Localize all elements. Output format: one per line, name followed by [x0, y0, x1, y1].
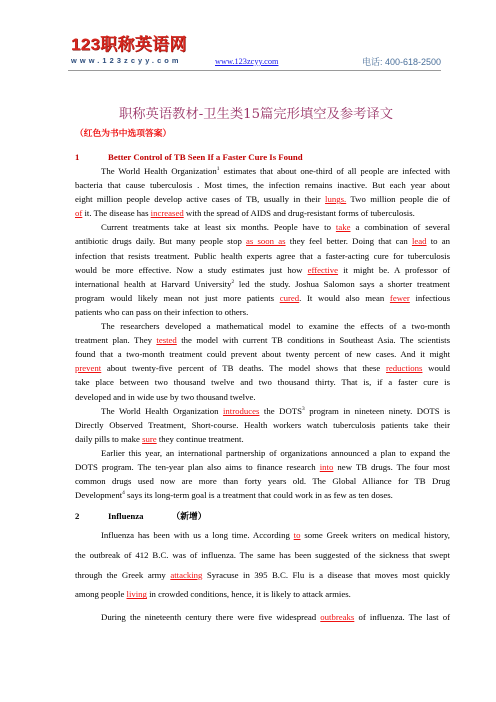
- text-run: take place between two thousand twelve and two thousand thirty. That is, if a faster cure is: [75, 377, 450, 388]
- site-link[interactable]: www.123zcyy.com: [215, 57, 279, 66]
- text-run: . It would also mean: [299, 292, 390, 303]
- text-run: Earlier this year, an international partnership of organizations announced a plan to expand the: [101, 447, 450, 458]
- text-run: in crowded conditions, hence, it is likely to attack armies.: [146, 589, 351, 600]
- answer-word: lead: [411, 236, 427, 247]
- paragraph: [75, 319, 450, 404]
- text-run: would: [422, 363, 451, 374]
- text-line: [75, 375, 450, 389]
- section-influenza: [75, 506, 450, 628]
- section-heading: [75, 150, 450, 164]
- text-run: some Greek writers on medical history,: [300, 530, 450, 540]
- text-run: Syracuse in 395 B.C. Flu is a disease that moves most quickly: [202, 569, 451, 580]
- text-run: a combination of several: [350, 222, 450, 233]
- text-line: [75, 460, 450, 474]
- text-run: would be more effective. Now a study estimates just how: [75, 264, 308, 275]
- text-line: [75, 546, 450, 566]
- answer-word: increased: [150, 208, 184, 219]
- text-line: [75, 361, 450, 375]
- answer-word: reductions: [386, 363, 423, 374]
- paragraph: [75, 164, 450, 220]
- text-line: [75, 164, 450, 178]
- logo-url: www.123zcyy.com: [71, 56, 182, 65]
- text-line: [75, 178, 450, 192]
- text-run: DOTS program. The ten-year plan also aims to finance research: [75, 461, 320, 472]
- answer-word: fewer: [389, 292, 410, 303]
- answer-word: of: [75, 208, 83, 219]
- text-line: [75, 263, 450, 277]
- text-line: [75, 234, 450, 248]
- text-line: [75, 446, 450, 460]
- text-run: they continue treatment.: [156, 433, 244, 444]
- footnote-marker: 3: [301, 405, 305, 412]
- text-line: [75, 333, 450, 347]
- paragraph: [75, 526, 450, 605]
- text-line: [75, 206, 450, 220]
- text-line: [75, 220, 450, 234]
- answer-note: （红色为书中选项答案）: [75, 128, 172, 138]
- text-run: Influenza has been with us a long time. According: [101, 530, 294, 540]
- header-divider: [68, 70, 441, 71]
- answer-word: tested: [156, 335, 177, 346]
- text-run: program would likely mean not just more patients: [75, 292, 280, 303]
- text-run: eight million people develop active cases of TB, usually in their: [75, 194, 326, 205]
- answer-word: to: [293, 530, 301, 540]
- text-run: patients who can pass on their infection to others.: [75, 306, 249, 317]
- answer-word: outbreaks: [320, 612, 355, 623]
- text-run: The World Health Organization: [101, 166, 217, 176]
- paragraph: [75, 220, 450, 319]
- text-line: [75, 305, 450, 319]
- section-number: 2: [75, 511, 80, 521]
- text-run: Development: [75, 490, 123, 501]
- answer-word: sure: [142, 433, 157, 444]
- text-run: led the study. Joshua Salomon says a shorter treatment: [234, 278, 450, 289]
- text-run: it might be. A professor of: [338, 264, 451, 275]
- text-line: [75, 192, 450, 206]
- text-line: [75, 249, 450, 263]
- answer-word: attacking: [170, 569, 203, 580]
- text-run: new TB drugs. The four most: [333, 461, 450, 472]
- text-run: to an: [426, 236, 450, 247]
- text-line: [75, 347, 450, 361]
- text-run: international health at Harvard University: [75, 278, 232, 289]
- text-run: estimates that about one-third of all people are infected with: [219, 166, 450, 176]
- text-line: [75, 277, 450, 291]
- text-run: common drugs used now are more than forty years old. The Global Alliance for TB Drug: [75, 476, 450, 487]
- text-run: developed and in wide use by two thousand twelve.: [75, 391, 256, 402]
- text-run: During the nineteenth century there were five widespread: [101, 612, 321, 623]
- text-run: Two million people die of: [346, 194, 450, 205]
- text-run: The researchers developed a mathematical model to examine the effects of a two-month: [101, 321, 450, 332]
- section-title: Better Control of TB Seen If a Faster Cure Is Found: [108, 152, 303, 162]
- text-run: antibiotic drugs daily. But many people stop: [75, 236, 247, 247]
- text-run: infectious: [409, 292, 450, 303]
- text-line: [75, 488, 450, 502]
- text-line: [75, 432, 450, 446]
- section-body: [75, 526, 450, 628]
- answer-word: prevent: [75, 363, 102, 374]
- answer-word: take: [335, 222, 351, 233]
- text-line: [75, 608, 450, 628]
- logo-wordmark: 123职称英语网: [71, 35, 187, 54]
- text-run: infection that resists treatment. Public health experts agree that a faster-acting cure for tuberculosis: [75, 250, 450, 261]
- text-run: daily pills to make: [75, 433, 143, 444]
- site-logo: [71, 35, 193, 67]
- text-run: Directly Observed Treatment, Short-course. Health workers watch tuberculosis patients take their: [75, 419, 450, 430]
- text-run: the DOTS: [259, 405, 302, 416]
- document-title: 职称英语教材-卫生类15篇完形填空及参考译文: [118, 107, 394, 122]
- answer-word: cured: [279, 292, 300, 303]
- paragraph: [75, 404, 450, 446]
- text-run: of influenza. The last of: [354, 612, 450, 623]
- text-line: [75, 566, 450, 586]
- text-run: about twenty-five percent of TB deaths. The model shows that these: [101, 363, 386, 374]
- paragraph: [75, 446, 450, 502]
- text-line: [75, 319, 450, 333]
- section-tb-control: [75, 150, 450, 502]
- footnote-marker: 2: [231, 278, 235, 285]
- section-heading: [75, 506, 450, 526]
- section-number: 1: [75, 152, 80, 162]
- answer-word: effective: [307, 264, 339, 275]
- section-title: Influenza: [108, 511, 144, 521]
- paragraph: [75, 608, 450, 628]
- text-run: bacteria that cause tuberculosis . Most times, the infection remains inactive. But each year about: [75, 180, 450, 191]
- text-run: program in nineteen ninety. DOTS is: [304, 405, 450, 416]
- text-line: [75, 474, 450, 488]
- section-tag: （新增）: [171, 511, 207, 521]
- answer-word: into: [319, 461, 334, 472]
- text-run: among people: [75, 589, 127, 600]
- text-run: treatment plan. They: [75, 335, 157, 346]
- answer-word: as soon as: [246, 236, 286, 247]
- text-line: [75, 585, 450, 605]
- footnote-marker: 4: [122, 490, 125, 497]
- phone-number: 电话: 400-618-2500: [361, 57, 441, 67]
- text-line: [75, 404, 450, 418]
- text-run: Current treatments take at least six months. People have to: [101, 222, 336, 233]
- text-run: found that a two-month treatment could prevent about twenty percent of new cases. And it might: [75, 349, 450, 360]
- text-line: [75, 390, 450, 404]
- answer-word: living: [126, 589, 147, 600]
- text-run: with the spread of AIDS and drug-resistant forms of tuberculosis.: [183, 208, 415, 219]
- text-line: [75, 291, 450, 305]
- text-run: it. The disease has: [82, 208, 151, 219]
- answer-word: lungs.: [325, 194, 347, 205]
- text-run: the model with current TB conditions in Southeast Asia. The scientists: [176, 335, 450, 346]
- text-run: they feel better. Doing that can: [285, 236, 412, 247]
- text-run: says its long-term goal is a treatment that could work in as few as ten doses.: [124, 490, 393, 501]
- footnote-marker: 1: [216, 166, 220, 173]
- section-body: [75, 164, 450, 502]
- answer-word: introduces: [222, 405, 260, 416]
- text-run: the outbreak of 412 B.C. was of influenza. The same has been suggested of the sickness that swept: [75, 549, 450, 560]
- text-line: [75, 418, 450, 432]
- text-run: through the Greek army: [75, 569, 171, 580]
- text-line: [75, 526, 450, 546]
- text-run: The World Health Organization: [101, 405, 223, 416]
